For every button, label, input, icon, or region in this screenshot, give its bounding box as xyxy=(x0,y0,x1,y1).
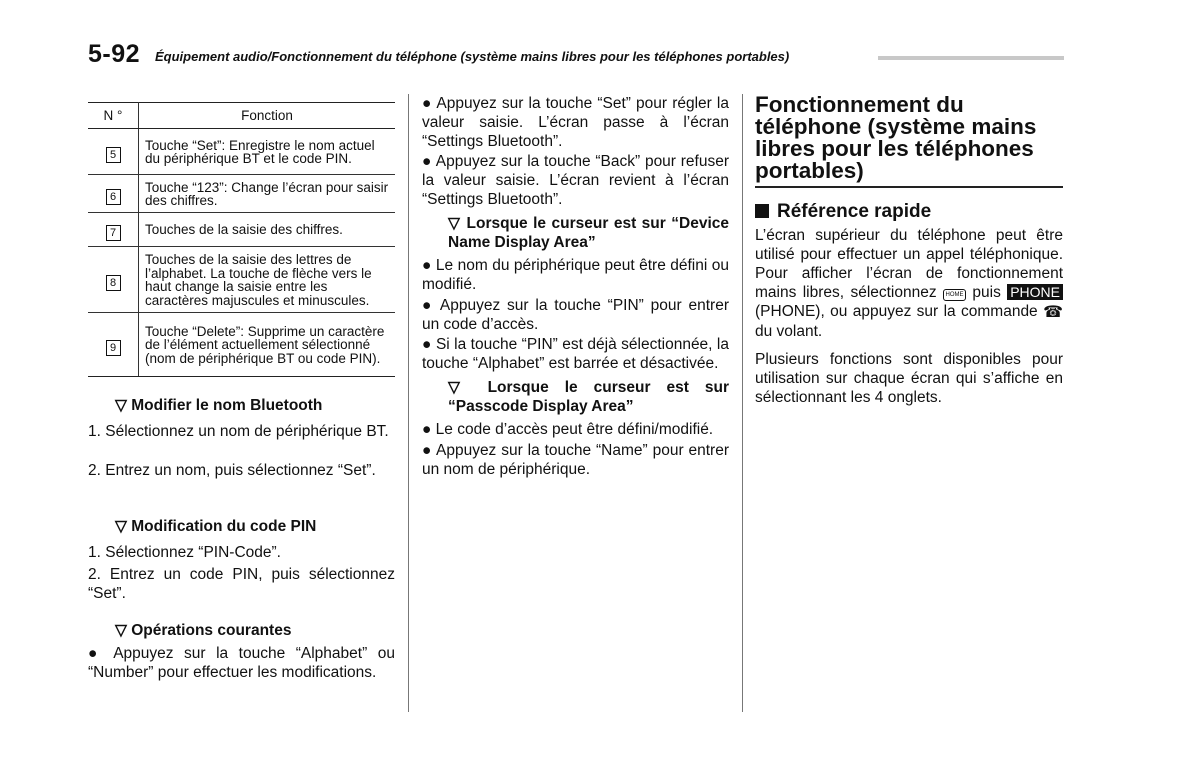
bullet-text: ● Appuyez sur la touche “Name” pour entrer un nom de périphérique. xyxy=(422,442,729,478)
column-divider xyxy=(742,94,743,712)
table-header-function: Fonction xyxy=(139,103,396,129)
subheading-modify-bluetooth: ▽ Modifier le nom Bluetooth xyxy=(115,397,323,414)
table-row xyxy=(88,213,395,247)
table-cell-function: Touche “123”: Change l’écran pour saisir des chiffres. xyxy=(139,175,396,213)
key-number-badge: 9 xyxy=(106,340,121,356)
table-cell-function: Touches de la saisie des chiffres. xyxy=(139,213,396,247)
step-text: 1. Sélectionnez “PIN-Code”. xyxy=(88,544,281,561)
table-row xyxy=(88,175,395,213)
phone-handset-icon: ☎ xyxy=(1043,303,1063,321)
subheading-pin: ▽ Modification du code PIN xyxy=(115,518,317,535)
column-3 xyxy=(755,94,1063,407)
table-row xyxy=(88,129,395,175)
header-rule xyxy=(878,56,1064,60)
bullet-text: ● Si la touche “PIN” est déjà sélectionnée, la touche “Alphabet” est barrée et désactivée. xyxy=(422,336,729,372)
bullet-text: ● Appuyez sur la touche “Back” pour refuser la valeur saisie. L’écran revient à l’écran “Settings Bluetooth”. xyxy=(422,153,729,208)
table-cell-function: Touche “Set”: Enregistre le nom actuel du périphérique BT et le code PIN. xyxy=(139,129,396,175)
subheading-common-operations: ▽ Opérations courantes xyxy=(115,622,292,639)
key-number-badge: 7 xyxy=(106,225,121,241)
table-row xyxy=(88,313,395,377)
bullet-text: ● Appuyez sur la touche “PIN” pour entrer un code d’accès. xyxy=(422,297,729,333)
page-number: 5-92 xyxy=(88,40,141,68)
step-text: 1. Sélectionnez un nom de périphérique BT. xyxy=(88,423,389,440)
key-number-badge: 8 xyxy=(106,275,121,291)
section-title: Fonctionnement du téléphone (système mains libres pour les téléphones portables) xyxy=(755,92,1037,183)
key-number-badge: 6 xyxy=(106,189,121,205)
bullet-text: ● Le nom du périphérique peut être défini ou modifié. xyxy=(422,257,729,293)
step-text: 2. Entrez un nom, puis sélectionnez “Set”. xyxy=(88,462,376,479)
table-row xyxy=(88,247,395,313)
subheading-passcode: ▽ Lorsque le curseur est sur “Passcode Display Area” xyxy=(448,379,729,415)
table-header-number: N ° xyxy=(88,103,139,129)
quick-reference-heading: Référence rapide xyxy=(755,202,1063,221)
step-text: 2. Entrez un code PIN, puis sélectionnez “Set”. xyxy=(88,566,395,602)
table-cell-function: Touche “Delete”: Supprime un caractère de l’élément actuellement sélectionné (nom de périphérique BT ou code PIN). xyxy=(139,313,396,377)
section-title-rule xyxy=(755,186,1063,188)
paragraph: Plusieurs fonctions sont disponibles pour utilisation sur chaque écran qui s’affiche en sélectionnant les 4 onglets. xyxy=(755,350,1063,406)
square-bullet-icon xyxy=(755,204,769,218)
home-button-icon: HOME xyxy=(943,289,966,301)
bullet-text: ● Le code d’accès peut être défini/modifié. xyxy=(422,421,714,438)
key-function-table xyxy=(88,102,395,377)
running-header: Équipement audio/Fonctionnement du téléphone (système mains libres pour les téléphones portables) xyxy=(155,49,790,64)
table-cell-function: Touches de la saisie des lettres de l’alphabet. La touche de flèche vers le haut change la saisie entre les caractères majuscules et minuscules. xyxy=(139,247,396,313)
column-divider xyxy=(408,94,409,712)
paragraph: L’écran supérieur du téléphone peut être utilisé pour effectuer un appel téléphonique. Pour afficher l’écran de fonctionnement mains libres, sélectionnez HOME puis PHONE (PHONE), ou appuyez sur la commande ☎ du volant. xyxy=(755,226,1063,340)
key-number-badge: 5 xyxy=(106,147,121,163)
column-2 xyxy=(422,94,729,479)
phone-key-icon: PHONE xyxy=(1007,284,1063,300)
bullet-text: ● Appuyez sur la touche “Alphabet” ou “Number” pour effectuer les modifications. xyxy=(88,645,395,681)
subheading-device-name: ▽ Lorsque le curseur est sur “Device Name Display Area” xyxy=(448,215,729,251)
bullet-text: ● Appuyez sur la touche “Set” pour régler la valeur saisie. L’écran passe à l’écran “Settings Bluetooth”. xyxy=(422,95,729,150)
